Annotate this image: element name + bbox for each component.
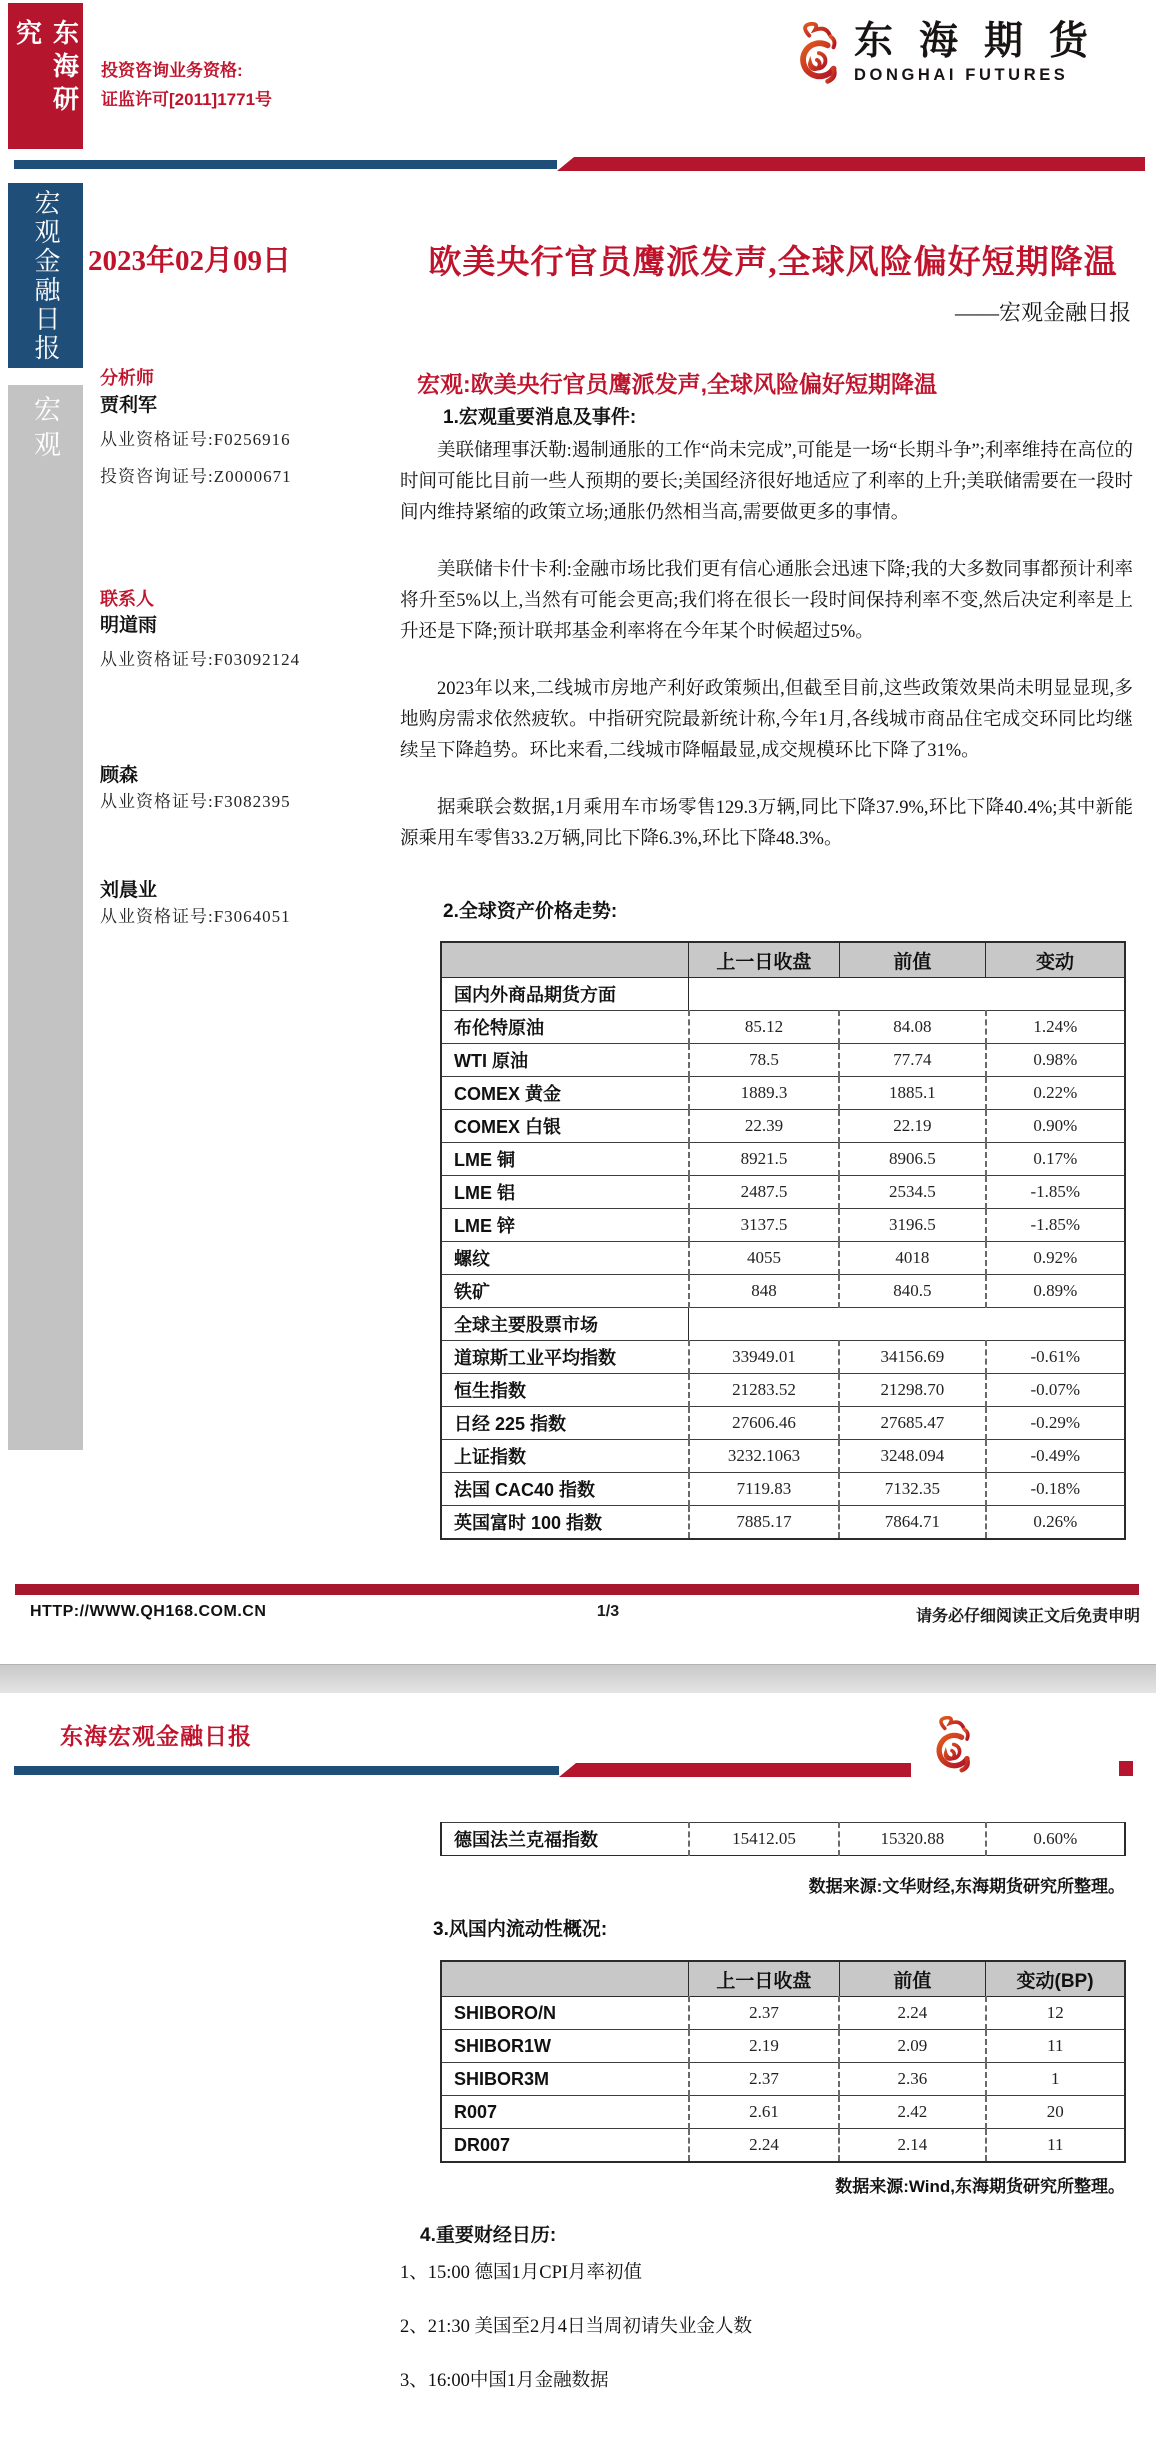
table-row <box>441 1275 1125 1308</box>
table-cell: 0.22% <box>986 1077 1125 1110</box>
table-cell: 20 <box>986 2096 1125 2129</box>
row-label: COMEX 白银 <box>441 1110 689 1143</box>
table-cell: 3196.5 <box>839 1209 985 1242</box>
calendar-item: 1、15:00 德国1月CPI月率初值 <box>400 2263 643 2283</box>
column-header: 变动(BP) <box>986 1961 1125 1997</box>
liquidity-heading: 3.风国内流动性概况: <box>433 1919 608 1940</box>
table-cell: -1.85% <box>986 1176 1125 1209</box>
contact-name: 刘晨业 <box>100 880 158 901</box>
table-cell: 77.74 <box>839 1044 985 1077</box>
table-cell: 1889.3 <box>689 1077 839 1110</box>
data-source-note: 数据来源:文华财经,东海期货研究所整理。 <box>808 1877 1125 1896</box>
table-row <box>441 1374 1125 1407</box>
table-cell: -0.49% <box>986 1440 1125 1473</box>
page2-divider-bar <box>14 1763 911 1777</box>
german-index-table <box>440 1822 1126 1856</box>
table-cell: 22.39 <box>689 1110 839 1143</box>
qualification-line1: 投资咨询业务资格: <box>101 61 243 80</box>
logo-red-square <box>1119 1761 1133 1776</box>
analyst-cert-1: 从业资格证号:F0256916 <box>100 430 291 449</box>
header-divider-bar <box>14 157 1145 171</box>
news-paragraph: 美联储卡什卡利:金融市场比我们更有信心通胀会迅速下降;我的大多数同事都预计利率将升至5%以上,当然有可能会更高;我们将在很长一段时间保持利率不变,然后决定利率是上升还是下降;预计联邦基金利率将在今年某个时候超过5%。 <box>400 560 1133 642</box>
divider-blue-segment <box>14 160 557 169</box>
table-row <box>441 2030 1125 2063</box>
row-label: DR007 <box>441 2129 689 2163</box>
row-label: R007 <box>441 2096 689 2129</box>
table-row <box>441 1110 1125 1143</box>
table-row <box>441 1044 1125 1077</box>
table-row <box>441 1242 1125 1275</box>
table-cell: 2.24 <box>839 1997 985 2030</box>
table-cell: 1 <box>986 2063 1125 2096</box>
logo-chinese-name: 东海期货 <box>854 20 1115 63</box>
table-cell: 0.89% <box>986 1275 1125 1308</box>
column-header: 前值 <box>839 942 985 978</box>
table-cell: 34156.69 <box>839 1341 985 1374</box>
table-cell: 12 <box>986 1997 1125 2030</box>
row-label: 日经 225 指数 <box>441 1407 689 1440</box>
table-cell: 15412.05 <box>689 1823 839 1856</box>
table-cell: 2.37 <box>689 2063 839 2096</box>
table-cell: 2.42 <box>839 2096 985 2129</box>
divider-red-segment <box>557 157 1145 171</box>
table-cell: 2.61 <box>689 2096 839 2129</box>
table-cell: 15320.88 <box>839 1823 985 1856</box>
logo-english-name: DONGHAI FUTURES <box>854 66 1069 84</box>
news-paragraph: 2023年以来,二线城市房地产利好政策频出,但截至目前,这些政策效果尚未明显显现,多地购房需求依然疲软。中指研究院最新统计称,今年1月,各线城市商品住宅成交环同比均继续呈下降趋势。环比来看,二线城市降幅最显,成交规模环比下降了31%。 <box>400 679 1133 761</box>
table-cell: 84.08 <box>839 1011 985 1044</box>
research-brand-box <box>8 3 83 149</box>
german-index-row <box>440 1822 1126 1856</box>
table-cell: 1.24% <box>986 1011 1125 1044</box>
row-label: LME 锌 <box>441 1209 689 1242</box>
macro-news-paragraphs <box>400 436 1133 881</box>
macro-section-heading: 宏观:欧美央行官员鹰派发声,全球风险偏好短期降温 <box>417 371 938 397</box>
row-label: 布伦特原油 <box>441 1011 689 1044</box>
table-cell: 11 <box>986 2030 1125 2063</box>
table-row <box>441 1077 1125 1110</box>
table-cell: 840.5 <box>839 1275 985 1308</box>
table-cell: 8906.5 <box>839 1143 985 1176</box>
report-title: 欧美央行官员鹰派发声,全球风险偏好短期降温 <box>428 245 1118 281</box>
calendar-item: 3、16:00中国1月金融数据 <box>400 2371 609 2391</box>
column-header <box>441 942 689 978</box>
domestic-liquidity-table <box>440 1960 1126 2163</box>
table-row <box>441 1473 1125 1506</box>
table-row <box>441 1011 1125 1044</box>
table-cell: 7132.35 <box>839 1473 985 1506</box>
dragon-logo-icon <box>926 1716 976 1785</box>
report-type-box <box>8 183 83 368</box>
contact-name: 明道雨 <box>100 615 158 636</box>
analyst-section-label: 分析师 <box>100 368 154 388</box>
table-cell: 11 <box>986 2129 1125 2163</box>
economic-calendar-list <box>400 2262 752 2424</box>
table-row <box>441 1823 1125 1856</box>
table-cell: 1885.1 <box>839 1077 985 1110</box>
contact-section-label: 联系人 <box>100 589 154 609</box>
row-label: SHIBOR1W <box>441 2030 689 2063</box>
table-cell: 0.26% <box>986 1506 1125 1540</box>
table-cell: 27685.47 <box>839 1407 985 1440</box>
table-cell: 0.98% <box>986 1044 1125 1077</box>
table-cell: 85.12 <box>689 1011 839 1044</box>
table-cell: 2.24 <box>689 2129 839 2163</box>
table-cell: 2487.5 <box>689 1176 839 1209</box>
table-cell: 848 <box>689 1275 839 1308</box>
row-label: 铁矿 <box>441 1275 689 1308</box>
research-brand-label: 东海研究 <box>12 19 79 118</box>
row-label: 恒生指数 <box>441 1374 689 1407</box>
table-cell: -0.61% <box>986 1341 1125 1374</box>
row-label: 道琼斯工业平均指数 <box>441 1341 689 1374</box>
news-heading: 1.宏观重要消息及事件: <box>443 407 637 428</box>
table-cell: 27606.46 <box>689 1407 839 1440</box>
table-row <box>441 1407 1125 1440</box>
table-cell: 7864.71 <box>839 1506 985 1540</box>
table-row <box>441 1997 1125 2030</box>
table-cell: 4018 <box>839 1242 985 1275</box>
row-label: SHIBOR3M <box>441 2063 689 2096</box>
table-row <box>441 1506 1125 1540</box>
row-label: LME 铜 <box>441 1143 689 1176</box>
column-header <box>441 1961 689 1997</box>
table-row <box>441 2063 1125 2096</box>
disclaimer-note: 请务必仔细阅读正文后免责申明 <box>915 1608 1140 1625</box>
row-label: 上证指数 <box>441 1440 689 1473</box>
footer-rule-bar <box>15 1584 1139 1595</box>
column-header: 上一日收盘 <box>689 942 839 978</box>
report-subtitle: ——宏观金融日报 <box>954 300 1131 325</box>
table-cell: 78.5 <box>689 1044 839 1077</box>
qualification-note <box>101 56 272 114</box>
table-cell: -0.07% <box>986 1374 1125 1407</box>
row-label: 螺纹 <box>441 1242 689 1275</box>
table-section-row <box>441 978 1125 1011</box>
table-row <box>441 1209 1125 1242</box>
table-cell: 0.90% <box>986 1110 1125 1143</box>
table-cell: 2.09 <box>839 2030 985 2063</box>
contact-cert: 从业资格证号:F03092124 <box>100 650 301 669</box>
table-row <box>441 2096 1125 2129</box>
category-box <box>8 385 83 1450</box>
row-label: 英国富时 100 指数 <box>441 1506 689 1540</box>
table-cell: 22.19 <box>839 1110 985 1143</box>
calendar-heading: 4.重要财经日历: <box>420 2225 557 2246</box>
page2-header-title: 东海宏观金融日报 <box>60 1723 252 1749</box>
table-cell: -0.18% <box>986 1473 1125 1506</box>
divider-blue-segment <box>14 1766 559 1775</box>
table-cell: 2.36 <box>839 2063 985 2096</box>
calendar-item: 2、21:30 美国至2月4日当周初请失业金人数 <box>400 2317 753 2337</box>
column-header: 变动 <box>986 942 1125 978</box>
dragon-logo-icon <box>788 22 844 97</box>
table-cell: 3137.5 <box>689 1209 839 1242</box>
table-cell: -0.29% <box>986 1407 1125 1440</box>
liquidity-table <box>440 1960 1126 2163</box>
row-label: SHIBORO/N <box>441 1997 689 2030</box>
divider-red-segment <box>559 1763 911 1777</box>
table-row <box>441 1176 1125 1209</box>
table-row <box>441 2129 1125 2163</box>
price-table <box>440 941 1126 1540</box>
table-cell: 2.14 <box>839 2129 985 2163</box>
table-cell: 7885.17 <box>689 1506 839 1540</box>
table-cell: 3232.1063 <box>689 1440 839 1473</box>
table-cell: 2.19 <box>689 2030 839 2063</box>
category-label: 宏观 <box>30 395 60 465</box>
row-label: COMEX 黄金 <box>441 1077 689 1110</box>
table-cell: 4055 <box>689 1242 839 1275</box>
table-cell: 21283.52 <box>689 1374 839 1407</box>
news-paragraph: 美联储理事沃勒:遏制通胀的工作“尚未完成”,可能是一场“长期斗争”;利率维持在高位的时间可能比目前一些人预期的要长;美国经济很好地适应了利率的上升;美联储需要在一段时间内维持紧缩的政策立场;通胀仍然相当高,需要做更多的事情。 <box>400 441 1133 523</box>
table-section-label: 国内外商品期货方面 <box>441 978 689 1011</box>
table-cell: 7119.83 <box>689 1473 839 1506</box>
table-cell: 3248.094 <box>839 1440 985 1473</box>
section-row-spacer <box>689 978 1125 1011</box>
company-url[interactable]: HTTP://WWW.QH168.COM.CN <box>30 1603 267 1620</box>
global-asset-price-table <box>440 941 1126 1540</box>
table-cell: 8921.5 <box>689 1143 839 1176</box>
row-label: LME 铝 <box>441 1176 689 1209</box>
report-type-label: 宏观金融日报 <box>31 189 60 363</box>
analyst-cert-2: 投资咨询证号:Z0000671 <box>100 467 292 486</box>
contact-cert: 从业资格证号:F3082395 <box>100 792 291 811</box>
table-row <box>441 1341 1125 1374</box>
table-cell: 33949.01 <box>689 1341 839 1374</box>
table-row <box>441 1143 1125 1176</box>
table-cell: 2534.5 <box>839 1176 985 1209</box>
column-header: 上一日收盘 <box>689 1961 839 1997</box>
data-source-note: 数据来源:Wind,东海期货研究所整理。 <box>835 2177 1125 2196</box>
page-number: 1/3 <box>596 1603 620 1620</box>
prices-heading: 2.全球资产价格走势: <box>443 901 618 922</box>
table-section-label: 全球主要股票市场 <box>441 1308 689 1341</box>
table-row <box>441 1440 1125 1473</box>
company-logo <box>788 20 1114 97</box>
report-date: 2023年02月09日 <box>88 245 292 277</box>
column-header: 前值 <box>839 1961 985 1997</box>
contact-cert: 从业资格证号:F3064051 <box>100 907 291 926</box>
table-cell: 0.60% <box>986 1823 1125 1856</box>
news-paragraph: 据乘联会数据,1月乘用车市场零售129.3万辆,同比下降37.9%,环比下降40.4%;其中新能源乘用车零售33.2万辆,同比下降6.3%,环比下降48.3%。 <box>400 798 1133 849</box>
analyst-name: 贾利军 <box>100 395 158 416</box>
page-separator <box>0 1664 1156 1693</box>
table-cell: -1.85% <box>986 1209 1125 1242</box>
table-cell: 0.17% <box>986 1143 1125 1176</box>
contact-name: 顾森 <box>100 765 139 786</box>
table-cell: 2.37 <box>689 1997 839 2030</box>
table-cell: 0.92% <box>986 1242 1125 1275</box>
table-cell: 21298.70 <box>839 1374 985 1407</box>
qualification-line2: 证监许可[2011]1771号 <box>101 90 273 109</box>
table-section-row <box>441 1308 1125 1341</box>
company-logo <box>924 1714 988 1785</box>
row-label: WTI 原油 <box>441 1044 689 1077</box>
row-label: 德国法兰克福指数 <box>441 1823 689 1856</box>
section-row-spacer <box>689 1308 1125 1341</box>
row-label: 法国 CAC40 指数 <box>441 1473 689 1506</box>
